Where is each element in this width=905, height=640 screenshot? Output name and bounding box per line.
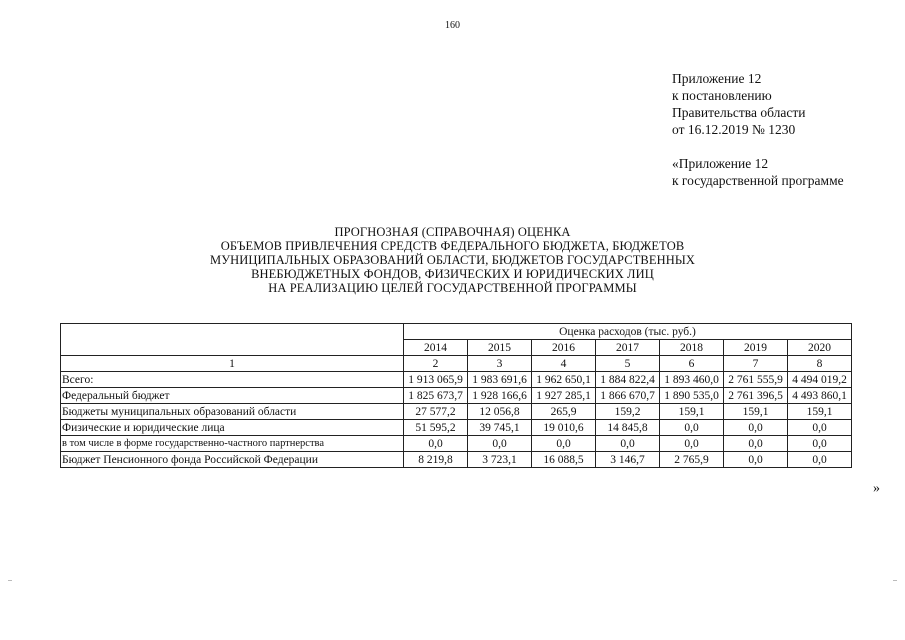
appendix-line: к постановлению	[672, 88, 772, 103]
year-cell: 2019	[724, 340, 788, 356]
scan-edge-mark	[893, 580, 897, 581]
value-cell: 2 761 396,5	[724, 388, 788, 404]
year-cell: 2017	[596, 340, 660, 356]
value-cell: 0,0	[788, 420, 852, 436]
page-number: 160	[445, 20, 460, 31]
appendix-line: Правительства области	[672, 105, 806, 120]
value-cell: 159,1	[660, 404, 724, 420]
column-number-cell: 5	[596, 356, 660, 372]
year-cell: 2018	[660, 340, 724, 356]
value-cell: 39 745,1	[468, 420, 532, 436]
appendix-block	[672, 70, 844, 189]
scan-edge-mark	[8, 580, 12, 581]
value-cell: 1 884 822,4	[596, 372, 660, 388]
value-cell: 159,2	[596, 404, 660, 420]
header-row-group	[61, 324, 852, 340]
row-label: Бюджеты муниципальных образований области	[61, 404, 404, 420]
value-cell: 1 913 065,9	[404, 372, 468, 388]
row-label: Бюджет Пенсионного фонда Российской Федерации	[61, 452, 404, 468]
title-line: МУНИЦИПАЛЬНЫХ ОБРАЗОВАНИЙ ОБЛАСТИ, БЮДЖЕТОВ ГОСУДАРСТВЕННЫХ	[210, 253, 695, 267]
title-line: ВНЕБЮДЖЕТНЫХ ФОНДОВ, ФИЗИЧЕСКИХ И ЮРИДИЧЕСКИХ ЛИЦ	[251, 267, 654, 281]
year-cell: 2015	[468, 340, 532, 356]
row-label: в том числе в форме государственно-частного партнерства	[61, 436, 404, 452]
value-cell: 0,0	[724, 436, 788, 452]
document-title	[0, 225, 905, 295]
table-row	[61, 452, 852, 468]
value-cell: 0,0	[596, 436, 660, 452]
row-label: Всего:	[61, 372, 404, 388]
year-cell: 2020	[788, 340, 852, 356]
value-cell: 1 866 670,7	[596, 388, 660, 404]
table-row	[61, 420, 852, 436]
value-cell: 0,0	[788, 436, 852, 452]
value-cell: 3 146,7	[596, 452, 660, 468]
value-cell: 4 493 860,1	[788, 388, 852, 404]
value-cell: 14 845,8	[596, 420, 660, 436]
value-cell: 12 056,8	[468, 404, 532, 420]
header-blank-cell	[61, 324, 404, 356]
value-cell: 19 010,6	[532, 420, 596, 436]
value-cell: 159,1	[788, 404, 852, 420]
value-cell: 2 761 555,9	[724, 372, 788, 388]
value-cell: 1 890 535,0	[660, 388, 724, 404]
column-number-cell: 4	[532, 356, 596, 372]
value-cell: 1 825 673,7	[404, 388, 468, 404]
column-number-cell: 6	[660, 356, 724, 372]
year-cell: 2014	[404, 340, 468, 356]
table-row	[61, 404, 852, 420]
value-cell: 0,0	[468, 436, 532, 452]
value-cell: 265,9	[532, 404, 596, 420]
value-cell: 0,0	[532, 436, 596, 452]
value-cell: 16 088,5	[532, 452, 596, 468]
column-number-cell: 7	[724, 356, 788, 372]
closing-quote: »	[873, 481, 880, 496]
expenses-table	[60, 323, 852, 468]
column-number-row	[61, 356, 852, 372]
group-header-cell: Оценка расходов (тыс. руб.)	[404, 324, 852, 340]
appendix-line: от 16.12.2019 № 1230	[672, 122, 796, 137]
table-row	[61, 388, 852, 404]
title-line: НА РЕАЛИЗАЦИЮ ЦЕЛЕЙ ГОСУДАРСТВЕННОЙ ПРОГРАММЫ	[268, 281, 637, 295]
value-cell: 0,0	[660, 436, 724, 452]
value-cell: 1 962 650,1	[532, 372, 596, 388]
title-line: ПРОГНОЗНАЯ (СПРАВОЧНАЯ) ОЦЕНКА	[334, 225, 571, 239]
column-number-cell: 1	[61, 356, 404, 372]
value-cell: 4 494 019,2	[788, 372, 852, 388]
spacer	[672, 138, 844, 155]
value-cell: 0,0	[660, 420, 724, 436]
column-number-cell: 8	[788, 356, 852, 372]
value-cell: 1 927 285,1	[532, 388, 596, 404]
appendix-line: «Приложение 12	[672, 156, 769, 171]
title-line: ОБЪЕМОВ ПРИВЛЕЧЕНИЯ СРЕДСТВ ФЕДЕРАЛЬНОГО БЮДЖЕТА, БЮДЖЕТОВ	[220, 239, 685, 253]
value-cell: 1 928 166,6	[468, 388, 532, 404]
value-cell: 159,1	[724, 404, 788, 420]
row-label: Физические и юридические лица	[61, 420, 404, 436]
column-number-cell: 3	[468, 356, 532, 372]
row-label: Федеральный бюджет	[61, 388, 404, 404]
value-cell: 3 723,1	[468, 452, 532, 468]
value-cell: 1 893 460,0	[660, 372, 724, 388]
value-cell: 0,0	[724, 452, 788, 468]
value-cell: 8 219,8	[404, 452, 468, 468]
value-cell: 0,0	[724, 420, 788, 436]
value-cell: 27 577,2	[404, 404, 468, 420]
table-row	[61, 436, 852, 452]
value-cell: 51 595,2	[404, 420, 468, 436]
appendix-line: Приложение 12	[672, 71, 762, 86]
value-cell: 2 765,9	[660, 452, 724, 468]
appendix-line: к государственной программе	[672, 173, 844, 188]
value-cell: 1 983 691,6	[468, 372, 532, 388]
column-number-cell: 2	[404, 356, 468, 372]
table-row	[61, 372, 852, 388]
year-cell: 2016	[532, 340, 596, 356]
value-cell: 0,0	[404, 436, 468, 452]
value-cell: 0,0	[788, 452, 852, 468]
